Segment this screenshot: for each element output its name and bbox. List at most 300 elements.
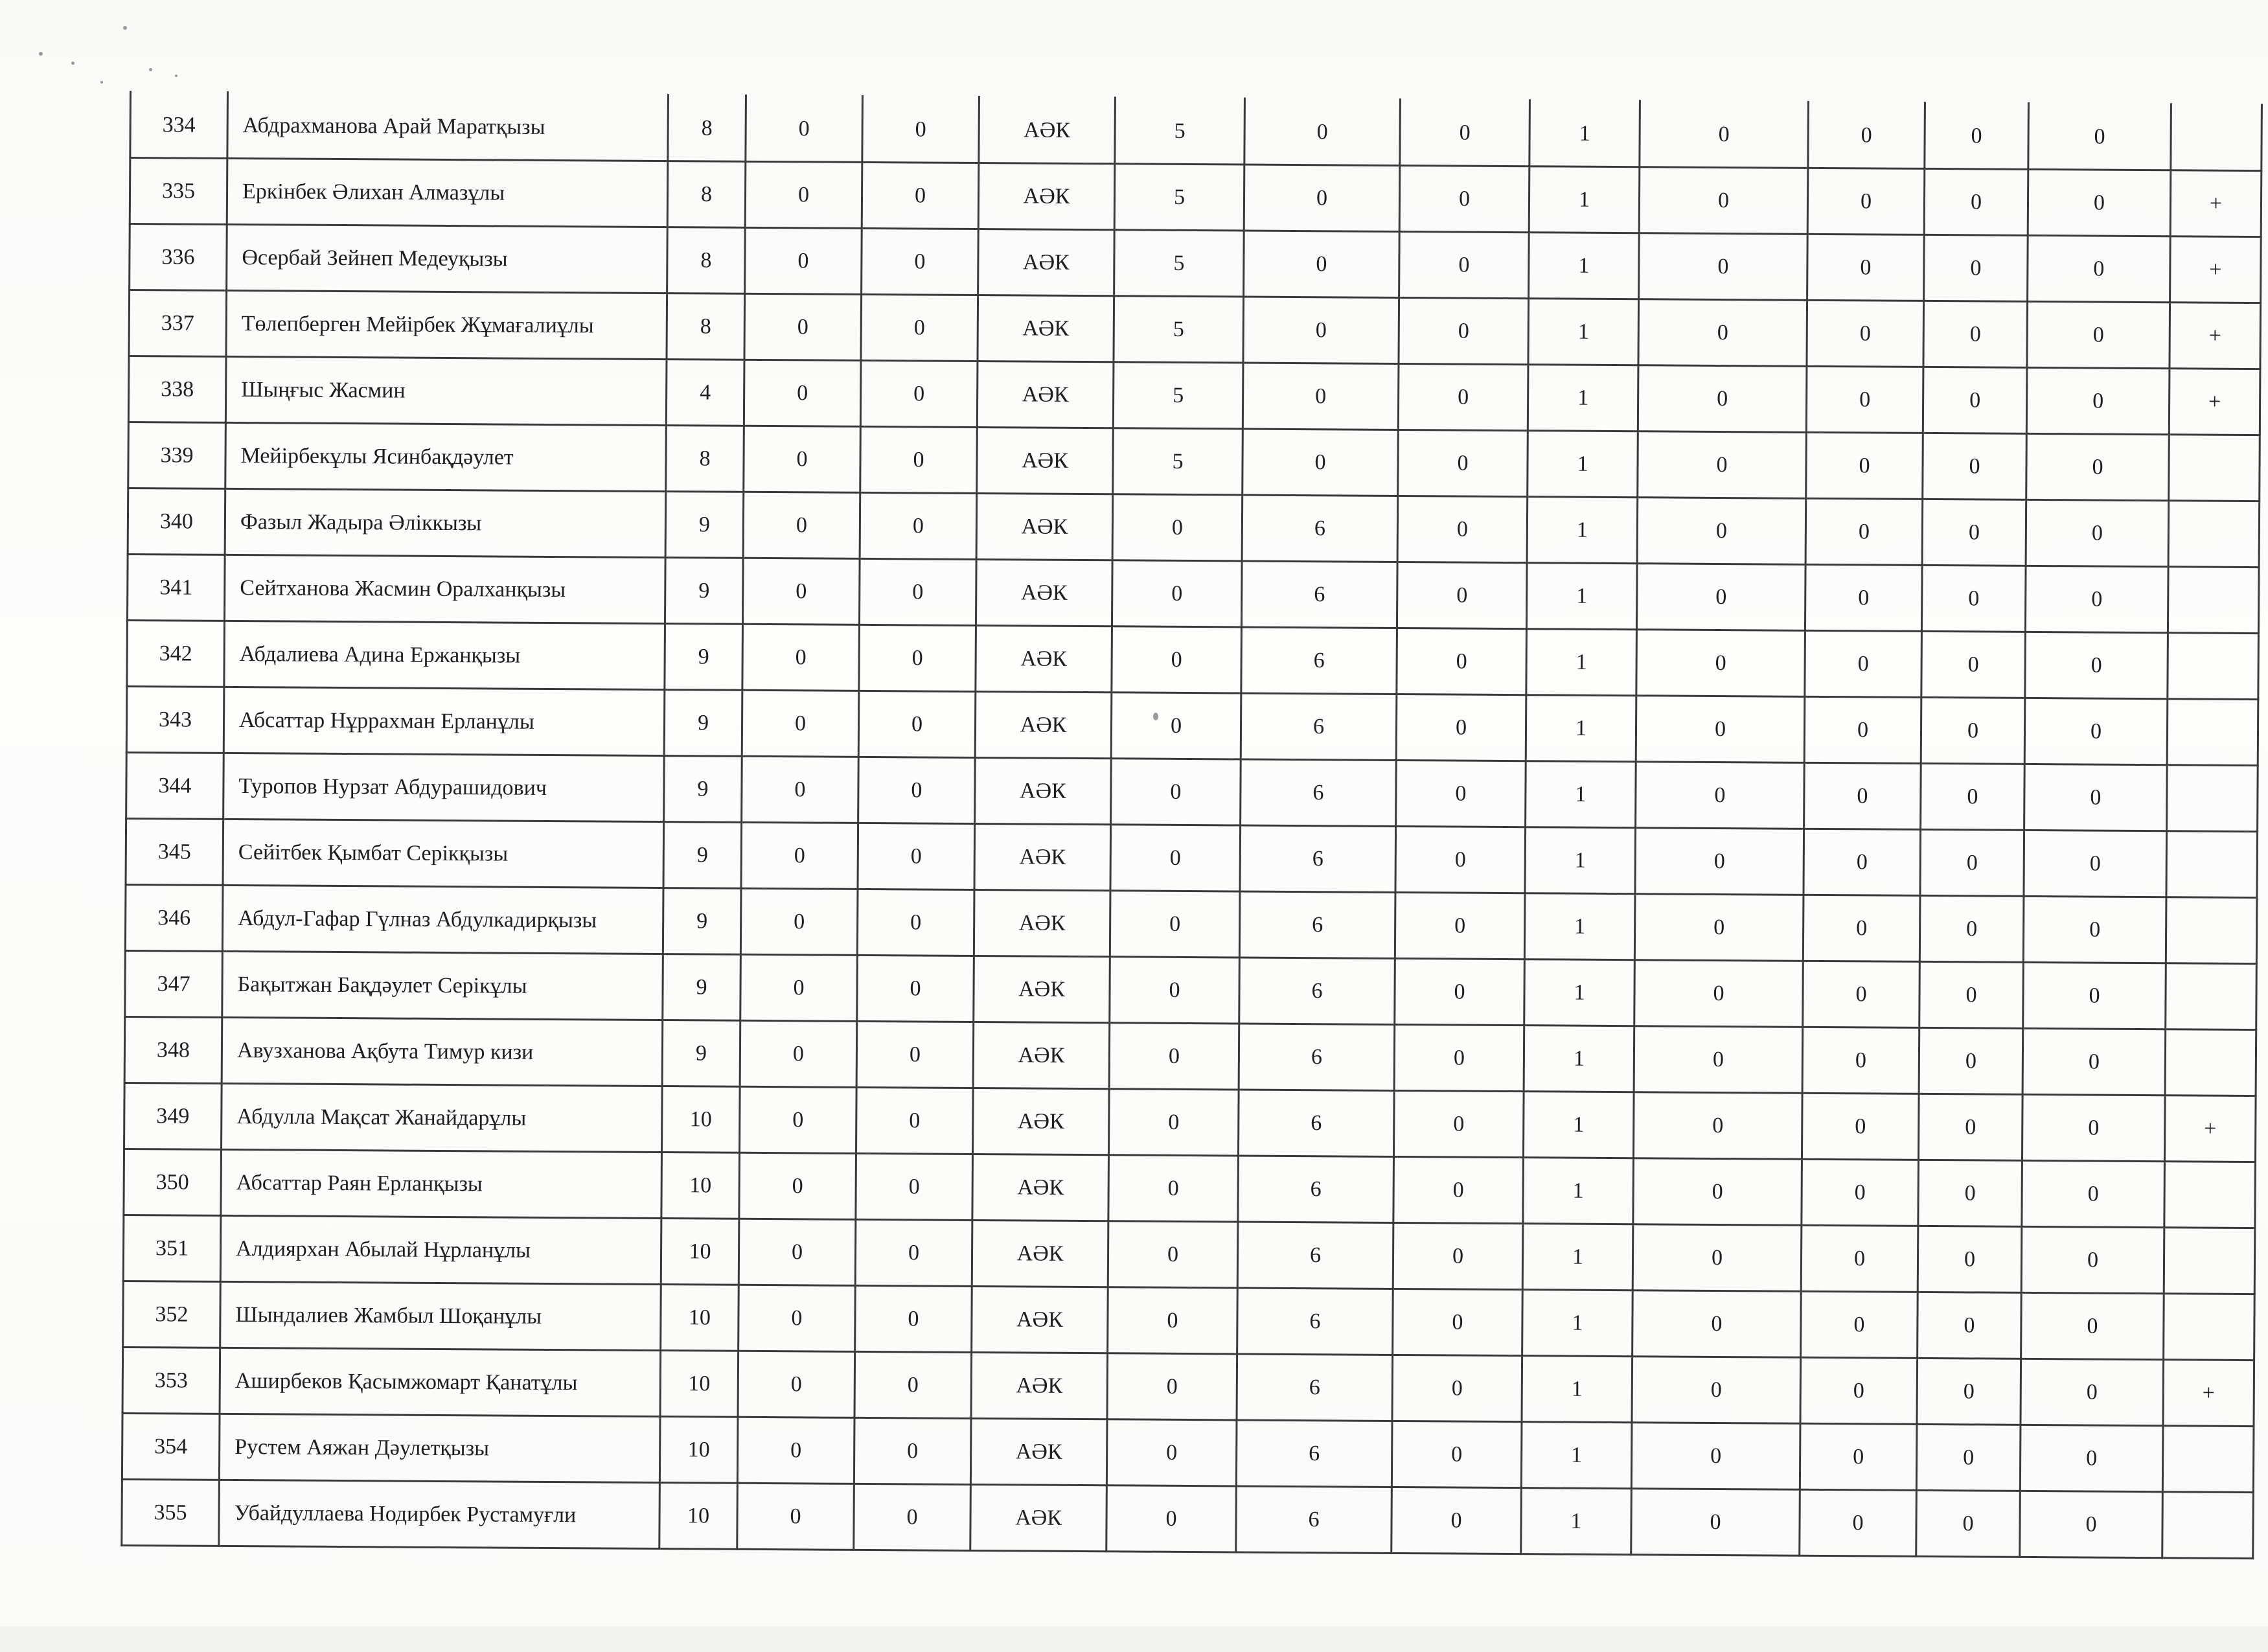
score-cell-7: 0 — [1636, 630, 1805, 697]
student-name-cell: Бақытжан Бақдәулет Серікұлы — [222, 951, 663, 1020]
score-cell-1: 0 — [740, 888, 858, 955]
row-number-cell: 349 — [124, 1083, 222, 1149]
score-cell-6: 1 — [1523, 1092, 1634, 1158]
score-cell-1: 0 — [738, 1351, 855, 1417]
score-cell-9: 0 — [1918, 1094, 2022, 1160]
score-cell-7: 0 — [1634, 960, 1804, 1027]
grade-cell: 9 — [663, 954, 741, 1021]
language-code-cell: АӘК — [974, 889, 1110, 956]
score-cell-7: 0 — [1637, 498, 1806, 565]
score-cell-4: 6 — [1239, 891, 1395, 958]
language-code-cell: АӘК — [976, 559, 1112, 626]
score-cell-8: 0 — [1802, 1027, 1919, 1094]
score-cell-3: 5 — [1113, 428, 1243, 495]
language-code-cell: АӘК — [970, 1418, 1107, 1485]
score-cell-6: 1 — [1524, 1026, 1634, 1092]
score-cell-2: 0 — [861, 294, 978, 361]
score-cell-10: 0 — [2026, 367, 2170, 434]
score-cell-7: 0 — [1634, 894, 1804, 961]
language-code-cell: АӘК — [979, 97, 1116, 164]
score-cell-4: 0 — [1244, 98, 1401, 165]
score-cell-5: 0 — [1397, 496, 1528, 562]
score-cell-7: 0 — [1638, 365, 1807, 433]
score-cell-8: 0 — [1806, 366, 1923, 433]
language-code-cell: АӘК — [972, 1220, 1108, 1287]
mark-cell: + — [2163, 1360, 2254, 1427]
score-cell-9: 0 — [1918, 1226, 2022, 1292]
score-cell-7: 0 — [1632, 1357, 1801, 1424]
score-cell-5: 0 — [1399, 231, 1529, 298]
score-cell-7: 0 — [1638, 431, 1807, 499]
row-number-cell: 337 — [129, 290, 227, 357]
score-cell-9: 0 — [1921, 565, 2026, 632]
student-name-cell: Туропов Нурзат Абдурашидович — [223, 753, 665, 821]
grade-cell: 10 — [660, 1351, 739, 1417]
score-cell-2: 0 — [860, 492, 977, 559]
score-cell-7: 0 — [1631, 1423, 1800, 1490]
score-cell-3: 5 — [1114, 164, 1244, 231]
score-cell-5: 0 — [1393, 1156, 1524, 1223]
score-cell-8: 0 — [1804, 829, 1921, 895]
row-number-cell: 343 — [126, 686, 224, 753]
score-cell-4: 0 — [1244, 165, 1400, 231]
score-cell-1: 0 — [739, 1219, 856, 1285]
row-number-cell: 352 — [123, 1281, 221, 1348]
score-cell-8: 0 — [1802, 1159, 1919, 1226]
row-number-cell: 350 — [124, 1149, 222, 1215]
score-cell-2: 0 — [855, 1285, 972, 1352]
student-name-cell: Сейітбек Қымбат Серікқызы — [223, 819, 664, 888]
mark-cell — [2164, 1162, 2256, 1228]
table-row — [130, 92, 2262, 171]
score-cell-1: 0 — [742, 690, 859, 757]
mark-cell — [2167, 765, 2258, 832]
score-cell-10: 0 — [2021, 1226, 2164, 1293]
score-cell-3: 0 — [1112, 626, 1242, 693]
student-name-cell: Абдул-Гафар Гүлназ Абдулкадирқызы — [222, 885, 663, 954]
language-code-cell: АӘК — [978, 295, 1114, 362]
grade-cell: 9 — [664, 690, 742, 757]
score-cell-9: 0 — [1916, 1490, 2021, 1557]
score-cell-6: 1 — [1528, 365, 1638, 431]
score-cell-4: 6 — [1236, 1486, 1392, 1553]
score-cell-3: 0 — [1110, 825, 1241, 891]
table-row — [124, 1083, 2256, 1162]
score-cell-5: 0 — [1392, 1355, 1522, 1421]
table-row — [122, 1413, 2254, 1492]
score-cell-9: 0 — [1923, 301, 2028, 367]
score-cell-6: 1 — [1529, 100, 1640, 167]
score-cell-1: 0 — [740, 954, 858, 1021]
score-cell-6: 1 — [1526, 695, 1636, 762]
score-cell-7: 0 — [1639, 167, 1808, 235]
score-cell-2: 0 — [862, 96, 979, 163]
language-code-cell: АӘК — [974, 956, 1110, 1022]
grade-cell: 10 — [661, 1285, 739, 1351]
mark-cell — [2168, 501, 2260, 568]
score-cell-1: 0 — [743, 492, 860, 558]
score-cell-10: 0 — [2023, 962, 2166, 1029]
table-row — [130, 224, 2262, 303]
score-cell-8: 0 — [1805, 630, 1922, 697]
language-code-cell: АӘК — [977, 428, 1114, 494]
score-cell-7: 0 — [1638, 299, 1807, 367]
score-cell-3: 0 — [1106, 1486, 1237, 1552]
score-cell-2: 0 — [858, 757, 976, 823]
score-cell-4: 6 — [1242, 495, 1398, 562]
score-cell-2: 0 — [862, 228, 979, 295]
score-cell-3: 5 — [1114, 296, 1244, 363]
student-name-cell: Рустем Аяжан Дәулетқызы — [219, 1414, 660, 1482]
row-number-cell: 351 — [123, 1215, 221, 1281]
mark-cell: + — [2169, 369, 2260, 435]
score-cell-6: 1 — [1529, 233, 1640, 299]
student-name-cell: Абдалиева Адина Ержанқызы — [224, 621, 665, 689]
score-cell-4: 6 — [1238, 1090, 1394, 1156]
row-number-cell: 341 — [128, 554, 225, 621]
score-cell-1: 0 — [740, 1020, 857, 1087]
score-cell-6: 1 — [1526, 761, 1636, 828]
score-cell-4: 0 — [1243, 363, 1399, 430]
score-cell-6: 1 — [1525, 827, 1636, 894]
score-cell-3: 5 — [1115, 98, 1245, 165]
score-cell-10: 0 — [2028, 235, 2171, 302]
score-cell-2: 0 — [857, 889, 974, 956]
student-name-cell: Шыңғыс Жасмин — [225, 356, 667, 425]
score-cell-5: 0 — [1392, 1421, 1522, 1487]
student-name-cell: Шындалиев Жамбыл Шоқанұлы — [220, 1281, 661, 1350]
score-cell-10: 0 — [2028, 103, 2171, 170]
table-body — [122, 92, 2262, 1559]
grade-cell: 9 — [665, 624, 743, 691]
table-container — [121, 91, 2223, 1537]
student-name-cell: Авузханова Ақбута Тимур кизи — [222, 1017, 663, 1086]
score-cell-9: 0 — [1921, 763, 2025, 830]
score-cell-3: 5 — [1113, 362, 1243, 429]
score-cell-8: 0 — [1800, 1423, 1917, 1490]
score-cell-9: 0 — [1923, 433, 2027, 499]
score-cell-10: 0 — [2020, 1491, 2163, 1557]
score-cell-9: 0 — [1921, 631, 2026, 698]
language-code-cell: АӘК — [978, 163, 1115, 230]
language-code-cell: АӘК — [971, 1352, 1108, 1419]
table-row — [126, 686, 2258, 765]
grade-cell: 9 — [665, 558, 743, 625]
grade-cell: 9 — [662, 1020, 740, 1087]
score-cell-10: 0 — [2028, 169, 2171, 236]
grade-cell: 8 — [667, 161, 746, 228]
mark-cell: + — [2170, 303, 2261, 369]
score-cell-7: 0 — [1636, 696, 1805, 763]
score-cell-3: 0 — [1108, 1155, 1239, 1222]
score-cell-9: 0 — [1925, 102, 2029, 169]
grade-cell: 9 — [663, 822, 742, 889]
grade-cell: 10 — [661, 1153, 740, 1219]
mark-cell: + — [2164, 1096, 2256, 1162]
table-row — [124, 1016, 2256, 1096]
score-cell-5: 0 — [1396, 694, 1526, 761]
score-cell-6: 1 — [1528, 299, 1639, 365]
score-cell-8: 0 — [1803, 895, 1920, 961]
score-cell-8: 0 — [1802, 1093, 1919, 1160]
score-cell-5: 0 — [1397, 628, 1527, 694]
score-cell-8: 0 — [1800, 1357, 1918, 1424]
row-number-cell: 335 — [130, 158, 227, 225]
score-cell-5: 0 — [1396, 760, 1526, 827]
score-cell-2: 0 — [858, 691, 976, 757]
score-cell-1: 0 — [746, 95, 863, 162]
score-cell-7: 0 — [1635, 828, 1804, 895]
score-cell-10: 0 — [2022, 1028, 2166, 1095]
score-cell-1: 0 — [742, 558, 860, 625]
score-cell-3: 0 — [1108, 1221, 1238, 1288]
language-code-cell: АӘК — [977, 361, 1114, 428]
student-name-cell: Абсаттар Раян Ерланқызы — [221, 1149, 662, 1218]
table-row — [126, 752, 2258, 831]
score-cell-4: 6 — [1237, 1222, 1393, 1289]
score-cell-10: 0 — [2023, 896, 2166, 963]
score-cell-4: 6 — [1238, 1156, 1394, 1222]
score-cell-4: 6 — [1241, 693, 1397, 760]
score-cell-9: 0 — [1918, 1292, 2022, 1359]
mark-cell — [2166, 897, 2257, 964]
score-cell-6: 1 — [1522, 1290, 1633, 1357]
language-code-cell: АӘК — [973, 1022, 1110, 1088]
table-row — [127, 620, 2259, 699]
row-number-cell: 336 — [130, 224, 227, 291]
grade-cell: 10 — [661, 1219, 739, 1285]
score-cell-6: 1 — [1522, 1224, 1633, 1291]
score-cell-5: 0 — [1397, 562, 1527, 628]
row-number-cell: 346 — [125, 884, 223, 951]
score-cell-4: 6 — [1239, 1024, 1395, 1090]
score-cell-3: 0 — [1109, 1023, 1239, 1090]
score-cell-8: 0 — [1806, 432, 1923, 499]
score-cell-2: 0 — [858, 823, 975, 889]
score-cell-1: 0 — [744, 360, 861, 426]
grade-cell: 10 — [659, 1417, 738, 1484]
score-cell-4: 6 — [1241, 561, 1397, 628]
score-cell-6: 1 — [1526, 563, 1637, 630]
student-name-cell: Убайдуллаева Нодирбек Рустамуғли — [219, 1480, 660, 1548]
score-cell-3: 0 — [1112, 560, 1242, 627]
score-cell-9: 0 — [1917, 1358, 2021, 1425]
score-cell-1: 0 — [745, 161, 862, 228]
score-cell-3: 0 — [1107, 1353, 1237, 1420]
row-number-cell: 353 — [122, 1347, 220, 1414]
row-number-cell: 348 — [124, 1016, 222, 1083]
score-cell-3: 0 — [1111, 759, 1241, 825]
mark-cell — [2165, 1029, 2256, 1096]
score-cell-9: 0 — [1923, 367, 2027, 433]
row-number-cell: 339 — [128, 422, 226, 488]
score-cell-5: 0 — [1399, 297, 1529, 364]
score-cell-6: 1 — [1522, 1356, 1632, 1423]
score-cell-8: 0 — [1807, 300, 1924, 367]
score-cell-2: 0 — [854, 1351, 972, 1418]
score-cell-2: 0 — [860, 360, 978, 427]
row-number-cell: 344 — [126, 752, 224, 819]
score-cell-9: 0 — [1918, 1160, 2022, 1226]
mark-cell — [2171, 104, 2262, 171]
score-cell-4: 0 — [1244, 231, 1400, 297]
language-code-cell: АӘК — [976, 494, 1113, 560]
grade-cell: 9 — [665, 492, 744, 558]
score-cell-6: 1 — [1521, 1422, 1632, 1489]
table-row — [123, 1281, 2255, 1360]
score-cell-9: 0 — [1919, 961, 2024, 1028]
score-cell-2: 0 — [862, 162, 979, 229]
table-row — [128, 554, 2260, 633]
score-cell-10: 0 — [2024, 830, 2167, 897]
score-cell-1: 0 — [741, 822, 858, 889]
score-cell-6: 1 — [1524, 959, 1635, 1026]
score-cell-9: 0 — [1921, 697, 2025, 764]
language-code-cell: АӘК — [972, 1286, 1108, 1353]
score-cell-10: 0 — [2020, 1425, 2163, 1491]
grade-cell: 8 — [667, 227, 746, 294]
score-cell-1: 0 — [742, 624, 860, 691]
student-results-table — [120, 91, 2263, 1559]
score-cell-3: 0 — [1110, 891, 1240, 958]
score-cell-6: 1 — [1528, 431, 1638, 498]
score-cell-8: 0 — [1807, 168, 1925, 235]
score-cell-3: 0 — [1111, 693, 1241, 759]
table-row — [130, 158, 2262, 237]
score-cell-7: 0 — [1639, 233, 1808, 301]
score-cell-9: 0 — [1919, 895, 2024, 962]
score-cell-5: 0 — [1392, 1487, 1522, 1554]
score-cell-6: 1 — [1521, 1488, 1632, 1555]
table-row — [128, 356, 2260, 435]
score-cell-8: 0 — [1805, 498, 1923, 565]
score-cell-7: 0 — [1631, 1489, 1800, 1556]
score-cell-10: 0 — [2026, 499, 2169, 566]
score-cell-2: 0 — [857, 955, 974, 1022]
score-cell-10: 0 — [2022, 1160, 2165, 1227]
row-number-cell: 338 — [128, 356, 226, 423]
table-row — [125, 884, 2257, 963]
student-name-cell: Фазыл Жадыра Әліккызы — [225, 488, 666, 557]
score-cell-1: 0 — [739, 1153, 856, 1219]
language-code-cell: АӘК — [974, 823, 1111, 890]
table-row — [124, 1149, 2256, 1228]
score-cell-4: 6 — [1240, 825, 1396, 892]
mark-cell — [2162, 1426, 2254, 1493]
row-number-cell: 340 — [128, 488, 225, 555]
score-cell-7: 0 — [1633, 1092, 1802, 1160]
table-row — [128, 422, 2260, 501]
score-cell-5: 0 — [1399, 165, 1529, 232]
score-cell-2: 0 — [856, 1153, 973, 1220]
score-cell-2: 0 — [856, 1087, 974, 1154]
score-cell-7: 0 — [1640, 101, 1809, 168]
score-cell-7: 0 — [1632, 1291, 1802, 1358]
score-cell-2: 0 — [854, 1484, 971, 1550]
score-cell-6: 1 — [1523, 1158, 1634, 1224]
row-number-cell: 345 — [126, 818, 223, 885]
score-cell-2: 0 — [859, 558, 976, 625]
score-cell-3: 0 — [1108, 1287, 1238, 1354]
score-cell-4: 6 — [1241, 759, 1397, 826]
student-name-cell: Абдрахманова Арай Маратқызы — [227, 92, 669, 161]
score-cell-10: 0 — [2024, 698, 2168, 764]
row-number-cell: 347 — [125, 950, 223, 1017]
score-cell-10: 0 — [2022, 1094, 2165, 1161]
score-cell-4: 6 — [1237, 1288, 1393, 1355]
score-cell-9: 0 — [1922, 499, 2026, 566]
table-row — [122, 1479, 2254, 1558]
table-row — [129, 290, 2261, 369]
student-name-cell: Алдиярхан Абылай Нұрланұлы — [220, 1215, 661, 1284]
score-cell-4: 6 — [1237, 1354, 1393, 1421]
language-code-cell: АӘК — [970, 1484, 1107, 1551]
score-cell-10: 0 — [2025, 632, 2168, 698]
score-cell-7: 0 — [1636, 762, 1805, 829]
mark-cell — [2166, 963, 2257, 1030]
score-cell-10: 0 — [2025, 566, 2168, 632]
score-cell-9: 0 — [1920, 829, 2024, 896]
score-cell-7: 0 — [1634, 1026, 1803, 1094]
score-cell-3: 0 — [1112, 494, 1243, 561]
score-cell-5: 0 — [1395, 892, 1525, 959]
score-cell-8: 0 — [1804, 763, 1921, 829]
score-cell-6: 1 — [1527, 497, 1638, 564]
score-cell-8: 0 — [1801, 1291, 1918, 1358]
score-cell-8: 0 — [1801, 1225, 1918, 1292]
grade-cell: 8 — [668, 95, 746, 162]
score-cell-5: 0 — [1393, 1090, 1524, 1157]
score-cell-4: 6 — [1241, 627, 1397, 694]
row-number-cell: 342 — [127, 620, 225, 687]
score-cell-8: 0 — [1804, 696, 1921, 763]
student-name-cell: Өсербай Зейнеп Медеуқызы — [227, 224, 668, 293]
student-name-cell: Аширбеков Қасымжомарт Қанатұлы — [220, 1348, 661, 1416]
language-code-cell: АӘК — [975, 691, 1112, 758]
score-cell-6: 1 — [1524, 893, 1635, 960]
language-code-cell: АӘК — [976, 625, 1112, 692]
table-row — [126, 818, 2258, 897]
score-cell-3: 5 — [1114, 230, 1244, 297]
score-cell-1: 0 — [744, 293, 862, 360]
score-cell-1: 0 — [745, 227, 862, 294]
score-cell-2: 0 — [854, 1417, 971, 1484]
score-cell-5: 0 — [1395, 958, 1525, 1025]
row-number-cell: 334 — [130, 92, 228, 159]
score-cell-5: 0 — [1400, 99, 1530, 166]
score-cell-8: 0 — [1807, 234, 1925, 301]
mark-cell — [2164, 1228, 2255, 1294]
score-cell-9: 0 — [1924, 235, 2028, 301]
table-row — [128, 488, 2260, 567]
score-cell-1: 0 — [744, 426, 861, 492]
mark-cell — [2164, 1294, 2255, 1360]
grade-cell: 9 — [664, 756, 742, 823]
grade-cell: 8 — [666, 426, 744, 492]
score-cell-8: 0 — [1803, 961, 1920, 1027]
mark-cell — [2169, 435, 2260, 501]
score-cell-5: 0 — [1393, 1289, 1523, 1355]
student-name-cell: Төлепберген Мейірбек Жұмағалиұлы — [226, 290, 667, 359]
score-cell-3: 0 — [1108, 1089, 1239, 1156]
score-cell-2: 0 — [859, 625, 976, 691]
student-name-cell: Абсаттар Нұррахман Ерланұлы — [223, 687, 665, 755]
score-cell-2: 0 — [856, 1021, 974, 1088]
score-cell-4: 0 — [1243, 297, 1399, 363]
score-cell-8: 0 — [1800, 1489, 1917, 1556]
mark-cell: + — [2170, 170, 2262, 237]
language-code-cell: АӘК — [978, 229, 1115, 296]
